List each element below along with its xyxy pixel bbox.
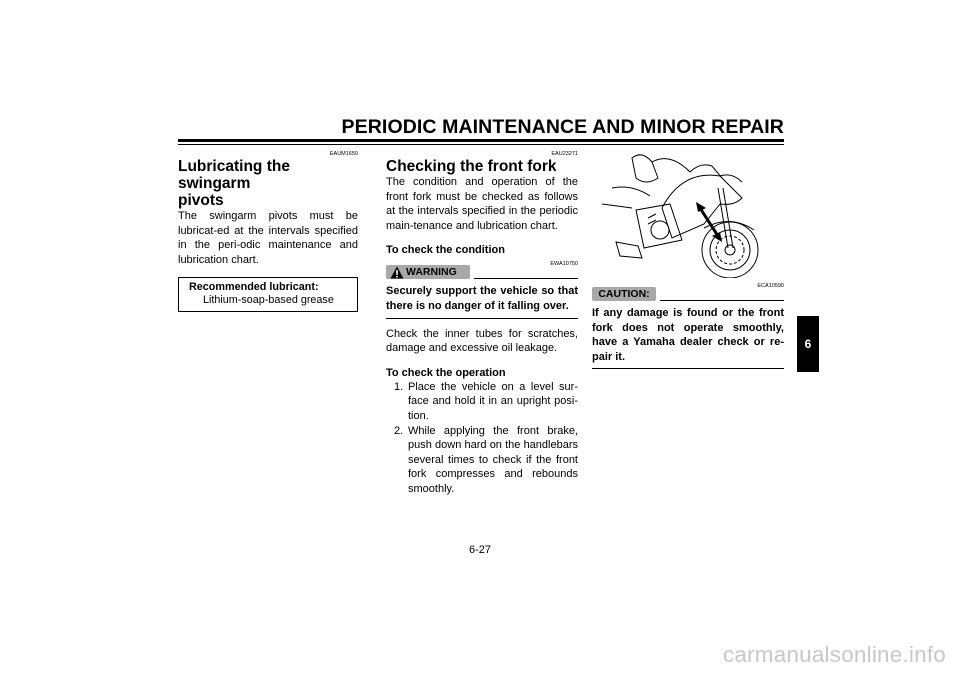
caution-rule xyxy=(660,300,784,301)
watermark: carmanualsonline.info xyxy=(722,642,946,667)
warning-header xyxy=(386,261,578,281)
recommended-lubricant-box xyxy=(178,277,358,312)
condition-heading: To check the condition xyxy=(386,244,505,257)
caution-code: ECA10590 xyxy=(757,283,784,289)
lubricant-value: Lithium-soap-based grease xyxy=(203,294,334,307)
section-title: Lubricating the swingarm pivots xyxy=(178,158,290,209)
section-code: EAUM1650 xyxy=(329,151,358,157)
warning-triangle-icon xyxy=(390,266,404,279)
condition-text: Check the inner tubes for scratches, damage and excessive oil leakage. xyxy=(386,327,578,355)
section-title: Checking the front fork xyxy=(386,158,557,175)
header-rule-thick xyxy=(178,139,784,142)
warning-rule xyxy=(474,278,578,279)
list-item: 2. While applying the front brake, push down hard on the handlebars several times to check if the front fork compresses and rebounds smoothly. xyxy=(394,424,578,495)
warning-text: Securely support the vehicle so that there is no danger of it falling over. xyxy=(386,285,578,312)
front-fork-section xyxy=(386,150,578,497)
front-fork-illustration xyxy=(592,148,784,278)
page-number: 6-27 xyxy=(468,544,492,556)
page-header-title: PERIODIC MAINTENANCE AND MINOR REPAIR xyxy=(341,116,784,138)
header-rule-thin xyxy=(178,144,784,145)
warning-badge xyxy=(386,265,470,279)
operation-heading: To check the operation xyxy=(386,366,506,379)
warning-code: EWA10750 xyxy=(550,261,578,268)
warning-label: WARNING xyxy=(406,266,457,279)
swingarm-section xyxy=(178,150,358,312)
lubricant-title: Recommended lubricant: xyxy=(189,281,319,294)
caution-text: If any damage is found or the front fork does not operate smoothly, have a Yamaha dealer check or re-pair it. xyxy=(592,307,784,363)
section-code: EAU23271 xyxy=(551,151,578,157)
operation-steps xyxy=(386,380,578,497)
caution-end-rule xyxy=(592,368,784,369)
caution-header xyxy=(592,283,784,303)
caution-badge: CAUTION: xyxy=(592,287,656,301)
caution-section xyxy=(592,146,784,377)
section-body: The swingarm pivots must be lubricat-ed at the intervals specified in the peri-odic maintenance and lubrication chart. xyxy=(178,210,358,266)
warning-end-rule xyxy=(386,318,578,319)
section-body: The condition and operation of the front fork must be checked as follows at the intervals specified in the periodic main-tenance and lubrication chart. xyxy=(386,176,578,232)
list-item: 1. Place the vehicle on a level sur-face and hold it in an upright posi-tion. xyxy=(394,380,578,422)
chapter-tab: 6 xyxy=(797,316,819,372)
